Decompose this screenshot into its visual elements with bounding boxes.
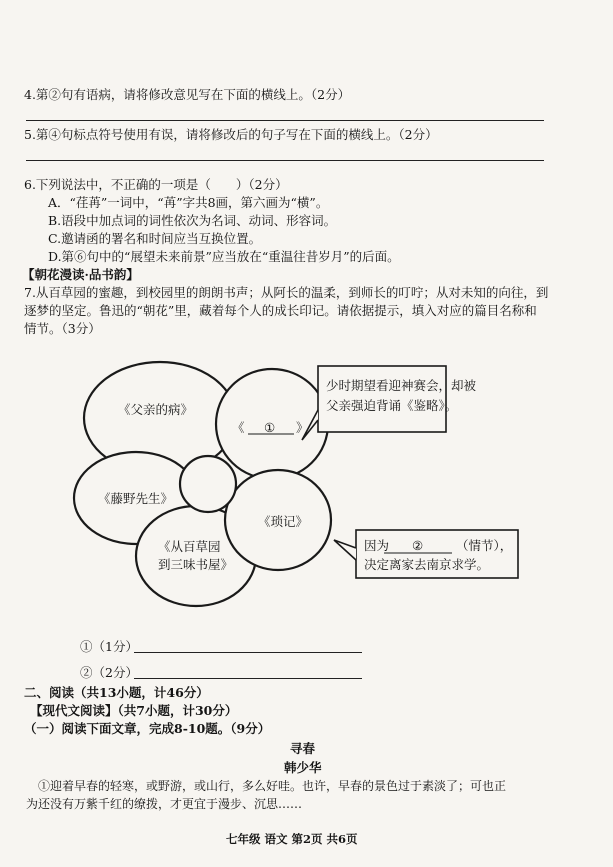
question-6-option-d: D.第⑥句中的“展望未来前景”应当放在“重温往昔岁月”的后面。 — [48, 249, 400, 264]
petal-right-label: 《琐记》 — [258, 514, 309, 529]
question-7-line-2: 逐梦的坚定。鲁迅的“朝花”里，藏着每个人的成长印记。请依据提示，填入对应的篇目名称和 — [24, 303, 537, 318]
question-4: 4.第②句有语病，请将修改意见写在下面的横线上。（2分） — [24, 87, 351, 102]
petal-top-right-open: 《 — [232, 420, 245, 435]
answer-line-1[interactable] — [134, 652, 362, 653]
answer-2-label: ②（2分） — [80, 665, 138, 680]
question-5: 5.第④句标点符号使用有误，请将修改后的句子写在下面的横线上。（2分） — [24, 127, 438, 142]
part-2-task: （一）阅读下面文章，完成8-10题。（9分） — [24, 721, 271, 736]
question-7-line-3: 情节。（3分） — [24, 321, 101, 336]
part-2-subtitle: 【现代文阅读】（共7小题，计30分） — [30, 703, 238, 718]
petal-top-left-label: 《父亲的病》 — [118, 402, 194, 417]
callout-bottom-blank: ② — [412, 538, 424, 553]
petal-left-label: 《藤野先生》 — [98, 491, 174, 506]
question-6-option-a: A．“荏苒”一词中，“苒”字共8画，第六画为“横”。 — [48, 195, 329, 210]
petal-bottom-left-line-1: 《从百草园 — [158, 539, 221, 554]
question-6-stem: 6.下列说法中，不正确的一项是（ ）（2分） — [24, 177, 288, 192]
article-paragraph-1-line-1: ①迎着早春的轻寒，或野游，或山行，多么好哇。也许，早春的景色过于素淡了；可也正 — [38, 779, 507, 793]
page-footer: 七年级 语文 第2页 共6页 — [226, 832, 358, 846]
callout-top-line-2: 父亲强迫背诵《鉴略》。 — [326, 398, 458, 413]
answer-1-label: ①（1分） — [80, 639, 138, 654]
callout-bottom-suffix: （情节）， — [456, 538, 513, 553]
answer-line-2[interactable] — [134, 678, 362, 679]
callout-pointer-bottom — [334, 540, 356, 560]
petal-top-right-close: 》 — [296, 420, 309, 435]
petal-bottom-left-line-2: 到三味书屋》 — [158, 557, 234, 572]
article-paragraph-1-line-2: 为还没有万紫千红的缭拨，才更宜于漫步、沉思…… — [26, 797, 303, 811]
question-6-option-c: C.邀请函的署名和时间应当互换位置。 — [48, 231, 262, 246]
petal-top-right-blank: ① — [264, 420, 276, 435]
section-header: 【朝花漫读·品书韵】 — [22, 267, 139, 282]
callout-bottom-prefix: 因为 — [364, 538, 390, 553]
question-7-line-1: 7.从百草园的蜜趣，到校园里的朗朗书声；从阿长的温柔，到师长的叮咛；从对未知的向往，到 — [24, 285, 549, 300]
article-title: 寻春 — [290, 741, 316, 756]
callout-bottom-line-2: 决定离家去南京求学。 — [364, 557, 490, 572]
flower-center — [180, 456, 236, 512]
question-6-option-b: B.语段中加点词的词性依次为名词、动词、形容词。 — [48, 213, 337, 228]
callout-top-line-1: 少时期望看迎神赛会，却被 — [326, 378, 477, 393]
article-author: 韩少华 — [284, 760, 322, 775]
part-2-title: 二、阅读（共13小题，计46分） — [24, 685, 209, 700]
